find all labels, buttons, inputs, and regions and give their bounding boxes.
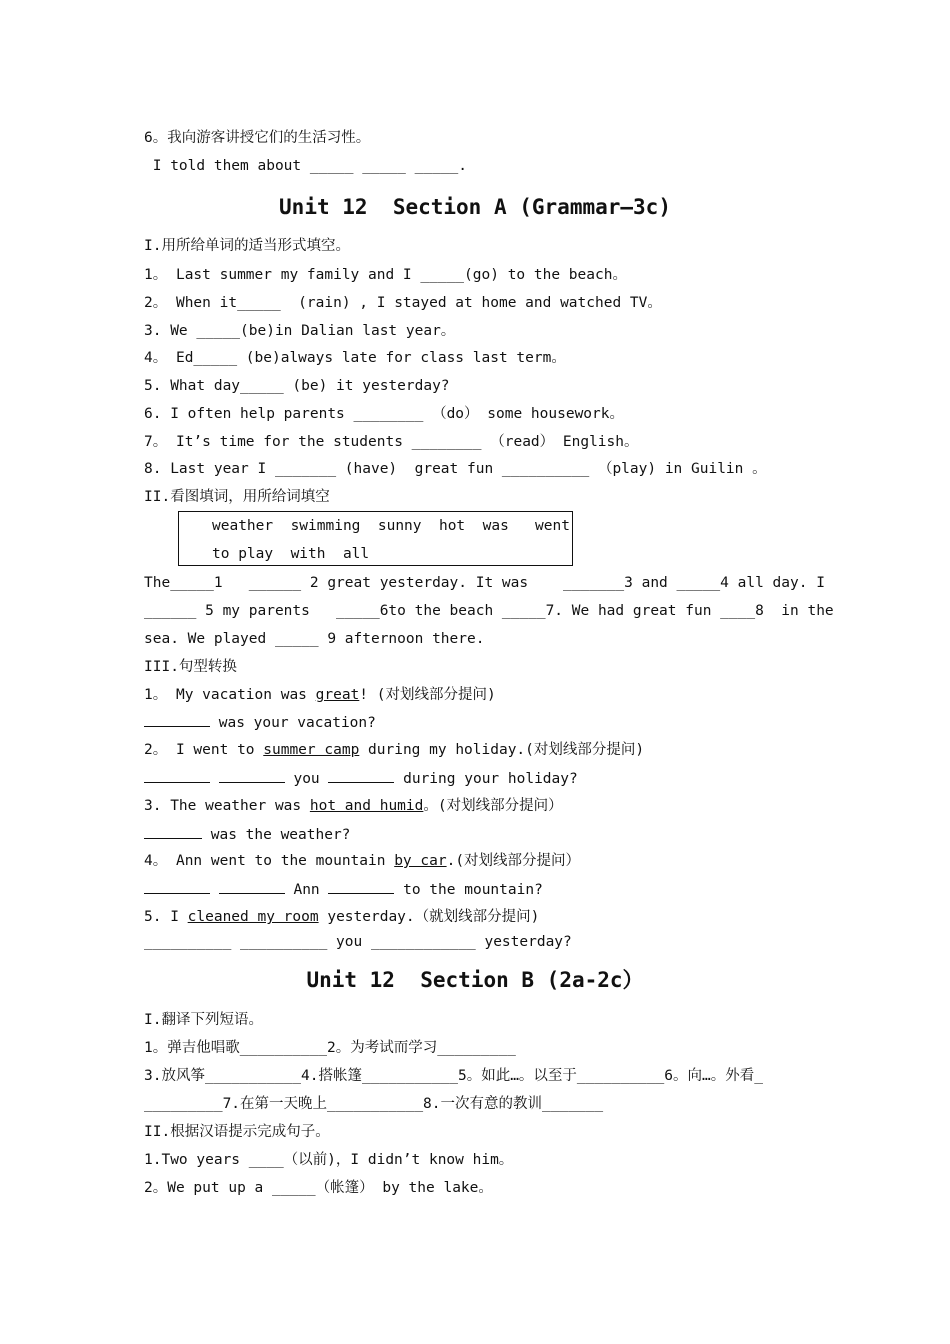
answer-blank xyxy=(144,824,202,839)
part1-item-4: 4。 Ed_____ (be)always late for class last term。 xyxy=(144,350,566,366)
part3-answer-5: __________ __________ you ____________ yesterday? xyxy=(144,934,572,950)
completion-item-1: 1.Two years ____（以前)，I didn’t know him。 xyxy=(144,1152,514,1168)
part3-answer-4: Ann to the mountain? xyxy=(144,879,543,900)
answer-blank xyxy=(219,768,285,783)
section-b-part1-heading: I.翻译下列短语。 xyxy=(144,1012,263,1028)
part1-item-1: 1。 Last summer my family and I _____(go) to the beach。 xyxy=(144,267,627,283)
translation-line-3: _________7.在第一天晚上___________8.一次有意的教训_______ xyxy=(144,1096,604,1112)
part3-question-1: 1。 My vacation was great! (对划线部分提问) xyxy=(144,687,496,703)
word-bank-row-2: to play with all xyxy=(212,546,370,562)
part1-heading: I.用所给单词的适当形式填空。 xyxy=(144,238,350,254)
item6-chinese-prompt: 6。我向游客讲授它们的生活习性。 xyxy=(144,130,371,146)
part3-heading: III.句型转换 xyxy=(144,659,237,675)
answer-blank xyxy=(328,768,394,783)
part2-heading: II.看图填词，用所给词填空 xyxy=(144,489,330,505)
answer-blank xyxy=(144,712,210,727)
passage-line-1: The_____1 ______ 2 great yesterday. It was _______3 and _____4 all day. I xyxy=(144,575,825,591)
translation-line-2: 3.放风筝___________4.搭帐篷___________5。如此…。以至于__________6。向…。外看_ xyxy=(144,1068,763,1084)
part3-answer-3: was the weather? xyxy=(144,824,350,845)
part1-item-6: 6. I often help parents ________ （do） some housework。 xyxy=(144,406,624,422)
answer-blank xyxy=(328,879,394,894)
completion-item-2: 2。We put up a _____（帐篷） by the lake。 xyxy=(144,1180,493,1196)
answer-blank xyxy=(144,879,210,894)
word-bank-box xyxy=(178,511,573,566)
item6-english-sentence: I told them about _____ _____ _____. xyxy=(144,158,468,174)
part3-answer-1: was your vacation? xyxy=(144,712,376,733)
passage-line-3: sea. We played _____ 9 afternoon there. xyxy=(144,631,485,647)
part3-question-2: 2。 I went to summer camp during my holiday.(对划线部分提问) xyxy=(144,742,645,758)
part1-item-8: 8. Last year I _______ (have) great fun __________ （play) in Guilin 。 xyxy=(144,461,767,477)
section-b-title: Unit 12 Section B (2a-2c） xyxy=(306,968,644,992)
underlined-phrase: hot and humid xyxy=(309,798,424,814)
part3-question-3: 3. The weather was hot and humid。(对划线部分提问） xyxy=(144,798,563,814)
underlined-phrase: by car xyxy=(394,853,447,869)
translation-line-1: 1。弹吉他唱歌__________2。为考试而学习_________ xyxy=(144,1040,516,1056)
part3-question-5: 5. I cleaned my room yesterday.（就划线部分提问) xyxy=(144,909,540,925)
underlined-phrase: great xyxy=(315,687,360,703)
section-a-title: Unit 12 Section A (Grammar—3c) xyxy=(279,195,671,219)
part1-item-2: 2。 When it_____ (rain) , I stayed at home and watched TV。 xyxy=(144,295,662,311)
passage-line-2: ______ 5 my parents _____6to the beach _____7. We had great fun ____8 in the xyxy=(144,603,834,619)
part3-answer-2: you during your holiday? xyxy=(144,768,578,789)
part1-item-5: 5. What day_____ (be) it yesterday? xyxy=(144,378,450,394)
part1-item-7: 7。 It’s time for the students ________ （read） English。 xyxy=(144,434,639,450)
word-bank-row-1: weather swimming sunny hot was went xyxy=(212,518,570,534)
underlined-phrase: summer camp xyxy=(263,742,360,758)
part3-question-4: 4。 Ann went to the mountain by car.(对划线部分提问） xyxy=(144,853,581,869)
section-b-part2-heading: II.根据汉语提示完成句子。 xyxy=(144,1124,330,1140)
answer-blank xyxy=(219,879,285,894)
part1-item-3: 3. We _____(be)in Dalian last year。 xyxy=(144,323,456,339)
underlined-phrase: cleaned my room xyxy=(187,909,319,925)
answer-blank xyxy=(144,768,210,783)
